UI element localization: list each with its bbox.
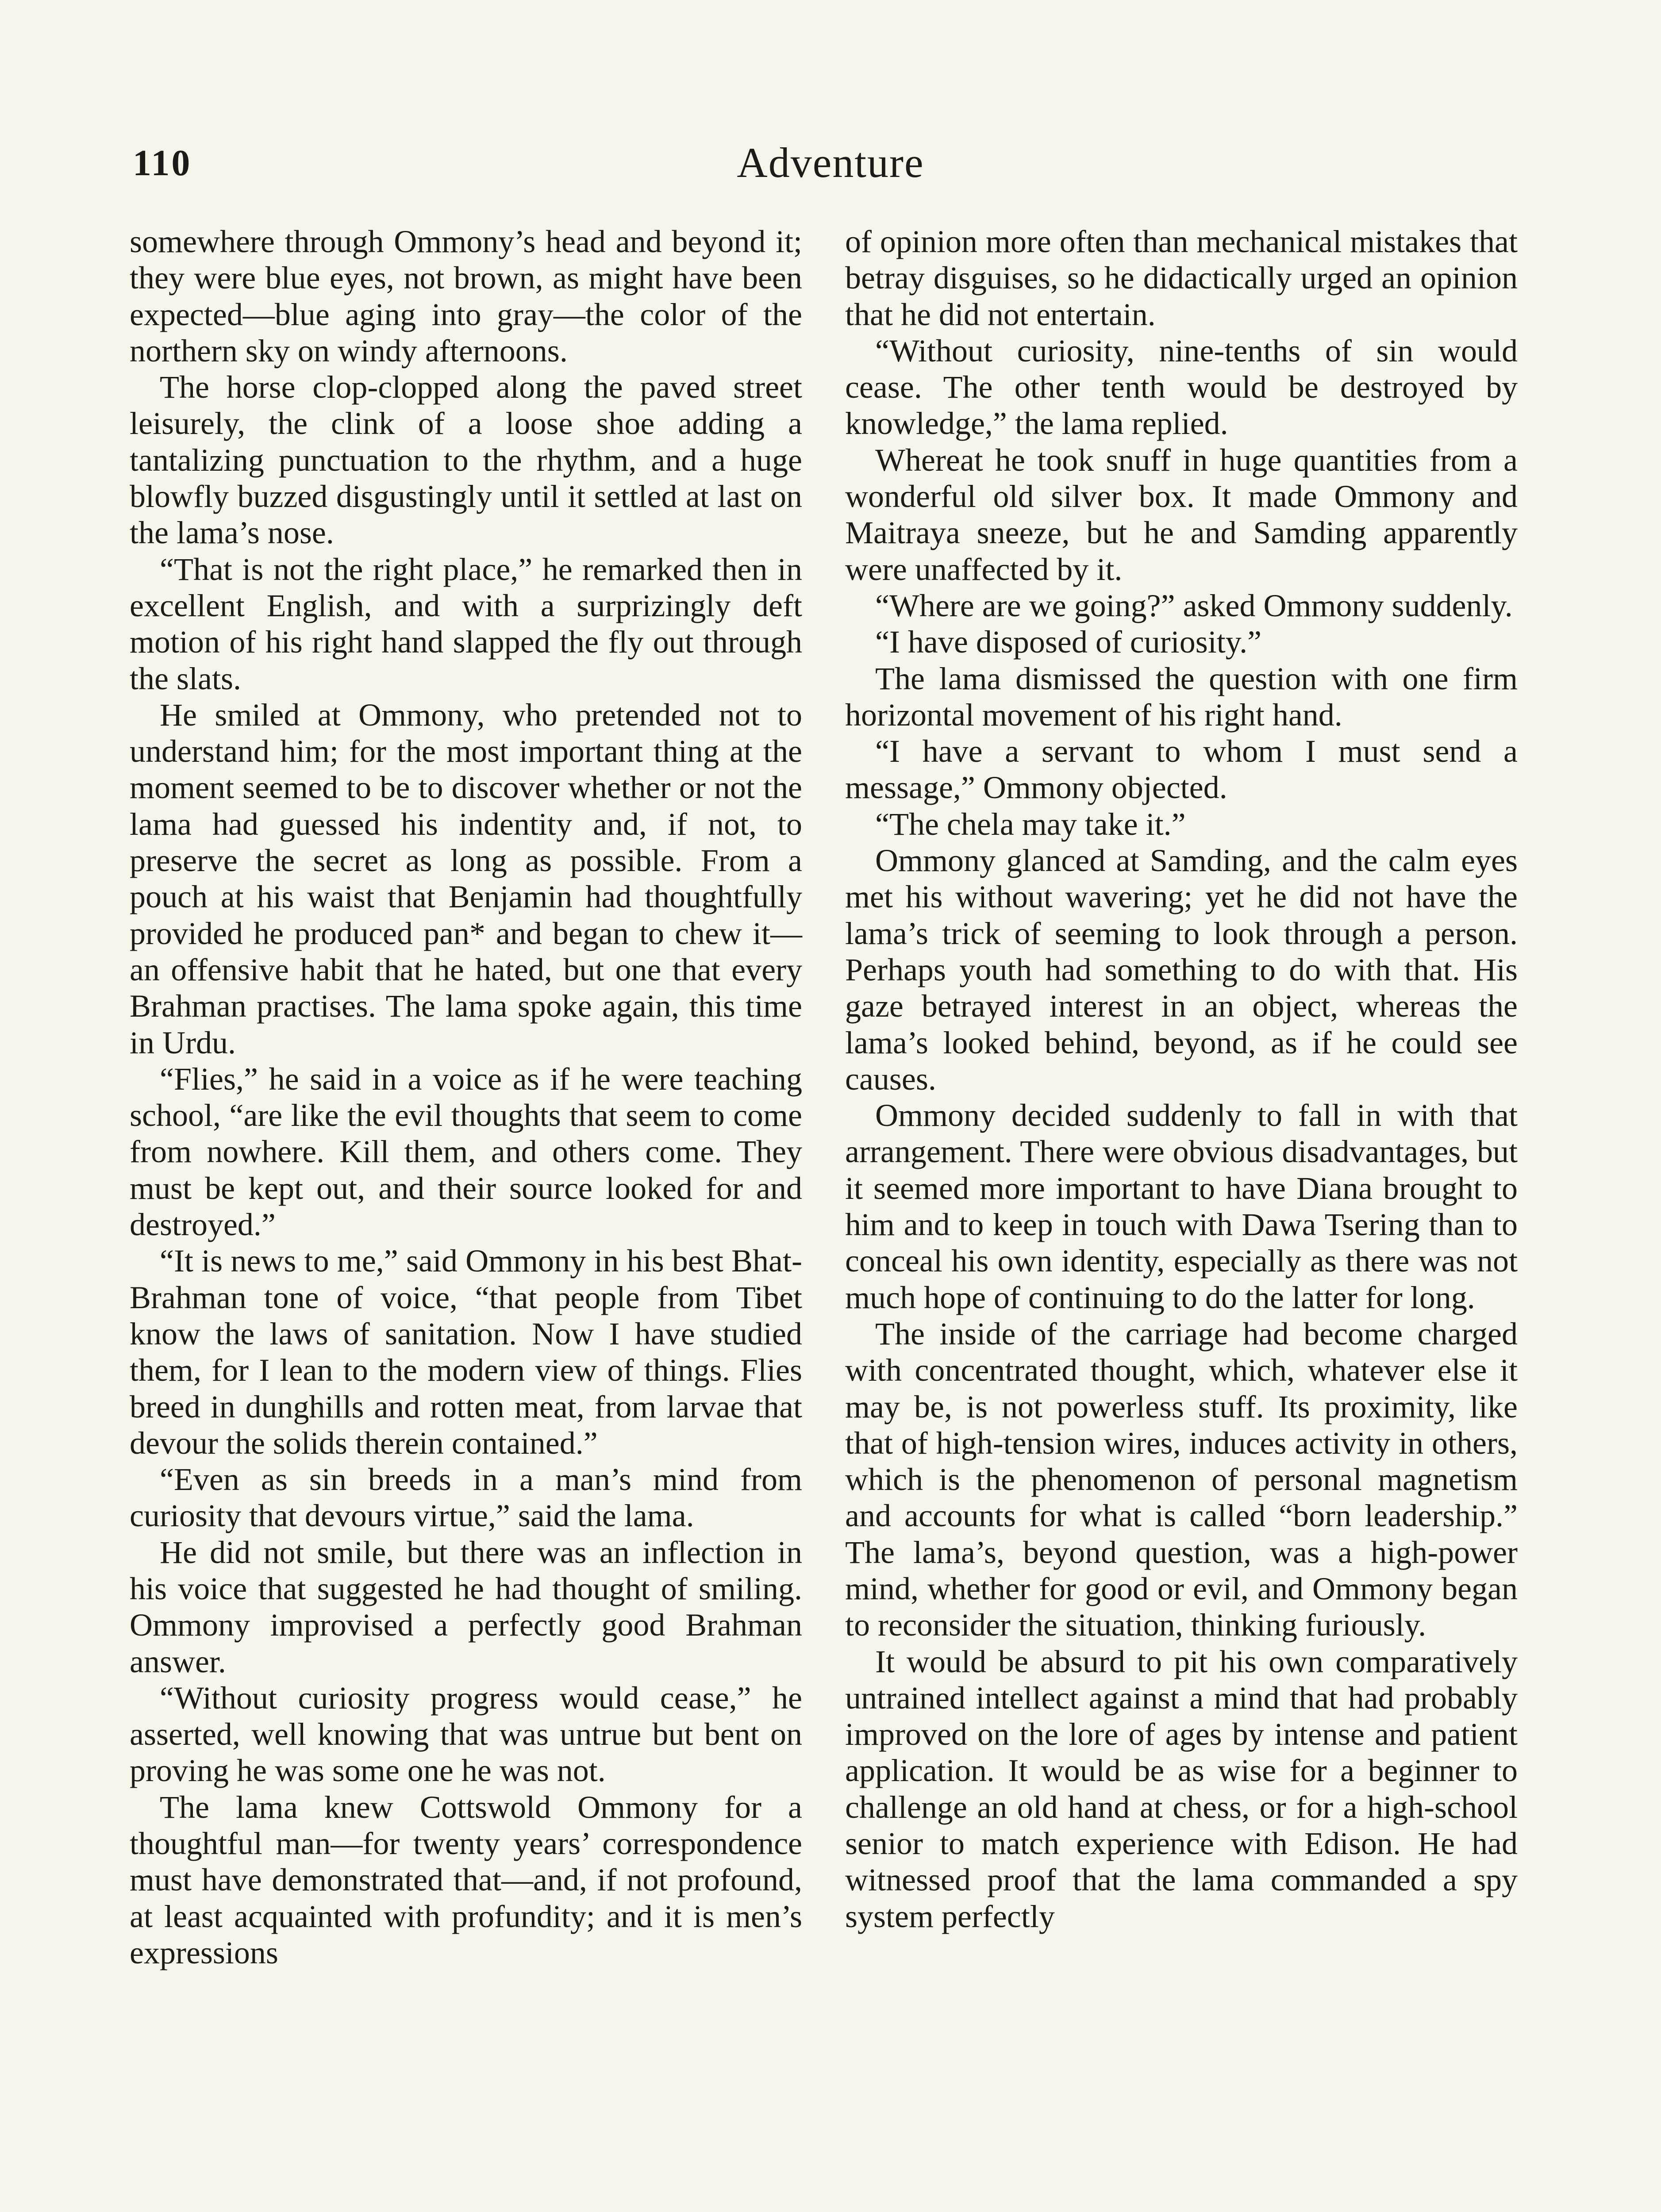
paragraph: The lama dismissed the question with one firm horizontal movement of his right hand. — [845, 661, 1518, 733]
page-number: 110 — [133, 142, 192, 184]
paragraph: “The chela may take it.” — [875, 806, 1186, 842]
paragraph: “Without curiosity, nine-tenths of sin would cease. The other tenth would be destroyed by knowledge,” the lama replied. — [845, 333, 1518, 442]
paragraph: It would be absurd to pit his own comparatively untrained intellect against a mind that had probably improved on the lore of ages by intense and patient application. It would be as wise for a beginner to challenge an old hand at chess, or for a high-school senior to match experience with Edison. He had witnessed proof that the lama commanded a spy system perfectly — [845, 1644, 1518, 1934]
paragraph: “It is news to me,” said Ommony in his best Bhat-Brahman tone of voice, “that people from Tibet know the laws of sanitation. Now I have studied them, for I lean to the modern view of things. Flies breed in dunghills and rotten meat, from larvae that devour the solids therein contained.” — [130, 1243, 802, 1461]
paragraph: “Even as sin breeds in a man’s mind from curiosity that devours virtue,” said the lama. — [130, 1462, 802, 1534]
paragraph: Ommony decided suddenly to fall in with that arrangement. There were obvious disadvantages, but it seemed more important to have Diana brought to him and to keep in touch with Dawa Tsering than to conceal his own identity, especially as there was not much hope of continuing to do the latter for long. — [845, 1098, 1518, 1315]
paragraph: He smiled at Ommony, who pretended not to understand him; for the most important thing at the moment seemed to be to discover whether or not the lama had guessed his indentity and, if not, to preserve the secret as long as possible. From a pouch at his waist that Benjamin had thoughtfully provided he produced pan* and began to chew it—an offensive habit that he hated, but one that every Brahman practises. The lama spoke again, this time in Urdu. — [130, 697, 802, 1060]
paragraph: The lama knew Cottswold Ommony for a thoughtful man—for twenty years’ correspondence must have demonstrated that—and, if not profound, at least acquainted with profundity; and it is men’s expressions — [130, 1789, 802, 1970]
paragraph: He did not smile, but there was an inflection in his voice that suggested he had thought of smiling. Ommony improvised a perfectly good Brahman answer. — [130, 1534, 802, 1679]
paragraph: Ommony glanced at Samding, and the calm eyes met his without wavering; yet he did not have the lama’s trick of seeming to look through a person. Perhaps youth had something to do with that. His gaze betrayed interest in an object, whereas the lama’s looked behind, beyond, as if he could see causes. — [845, 843, 1518, 1097]
paragraph: “Without curiosity progress would cease,” he asserted, well knowing that was untrue but bent on proving he was some one he was not. — [130, 1680, 802, 1789]
right-column — [845, 223, 1518, 1935]
paragraph: of opinion more often than mechanical mistakes that betray disguises, so he didactically urged an opinion that he did not entertain. — [845, 224, 1518, 332]
paragraph: “I have disposed of curiosity.” — [875, 624, 1262, 660]
running-title: Adventure — [737, 139, 924, 186]
paragraph: The inside of the carriage had become charged with concentrated thought, which, whatever else it may be, is not powerless stuff. Its proximity, like that of high-tension wires, induces activity in others, which is the phenomenon of personal magnetism and accounts for what is called “born leadership.” The lama’s, beyond question, was a high-power mind, whether for good or evil, and Ommony began to reconsider the situation, thinking furiously. — [845, 1316, 1518, 1643]
paragraph: “Where are we going?” asked Ommony suddenly. — [875, 588, 1513, 623]
paragraph: somewhere through Ommony’s head and beyond it; they were blue eyes, not brown, as might have been expected—blue aging into gray—the color of the northern sky on windy afternoons. — [130, 224, 802, 369]
paragraph: “Flies,” he said in a voice as if he were teaching school, “are like the evil thoughts that seem to come from nowhere. Kill them, and others come. They must be kept out, and their source looked for and destroyed.” — [130, 1061, 802, 1243]
paragraph: The horse clop-clopped along the paved street leisurely, the clink of a loose shoe adding a tantalizing punctuation to the rhythm, and a huge blowfly buzzed disgustingly until it settled at last on the lama’s nose. — [130, 369, 802, 551]
paragraph: Whereat he took snuff in huge quantities from a wonderful old silver box. It made Ommony and Maitraya sneeze, but he and Samding apparently were unaffected by it. — [845, 442, 1518, 587]
left-column — [130, 223, 802, 1971]
paragraph: “That is not the right place,” he remarked then in excellent English, and with a surprizingly deft motion of his right hand slapped the fly out through the slats. — [130, 551, 802, 696]
paragraph: “I have a servant to whom I must send a message,” Ommony objected. — [845, 733, 1518, 806]
